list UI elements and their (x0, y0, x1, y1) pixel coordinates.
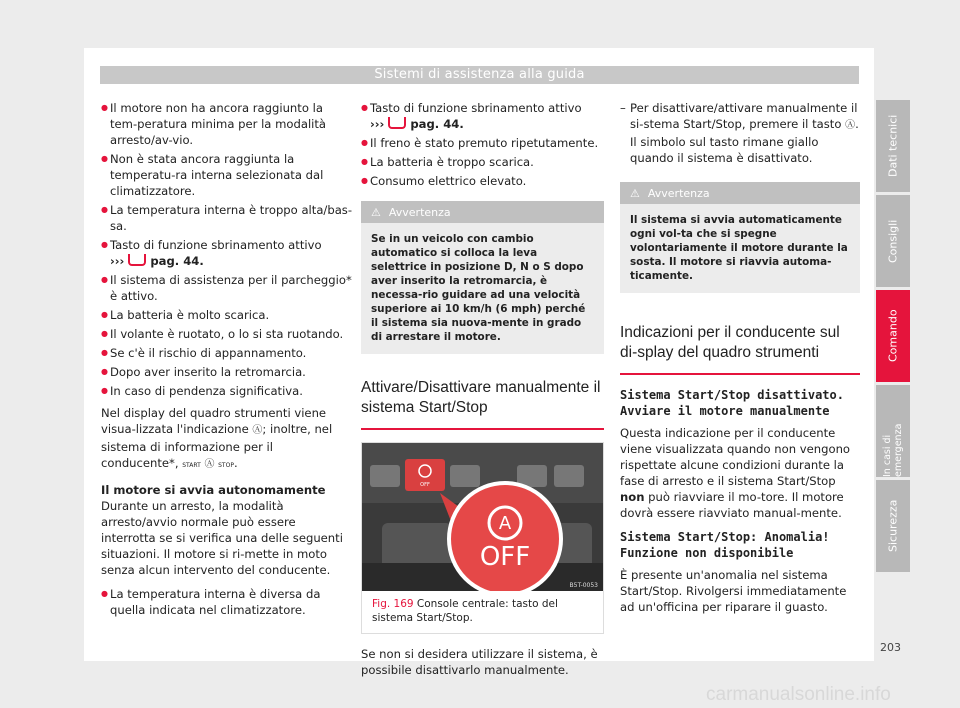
paragraph: Durante un arresto, la modalità arresto/avvio normale può essere interrotta se si verifica una delle seguenti situazioni. Il motore si ri-mette in moto senza alcun intervento del conducente. (101, 499, 343, 577)
defrost-icon (128, 254, 146, 266)
tab-consigli[interactable]: Consigli (876, 195, 910, 287)
column-1 (101, 100, 353, 621)
tab-dati-tecnici[interactable]: Dati tecnici (876, 100, 910, 192)
list-item: ● Se c'è il rischio di appannamento. (101, 345, 353, 361)
start-stop-icon: Ⓐ (204, 459, 215, 470)
dash-item: – Per disattivare/attivare manualmente il si-stema Start/Stop, premere il tasto Ⓐ. Il simbolo sul tasto rimane giallo quando il sistema è disattivato. (620, 100, 860, 166)
chevron-ref-icon: ››› (370, 117, 385, 131)
chevron-ref-icon: ››› (110, 254, 125, 268)
list-item: ● Il volante è ruotato, o lo si sta ruotando. (101, 326, 353, 342)
watermark: carmanualsonline.info (706, 684, 891, 705)
figure (361, 442, 604, 634)
svg-text:A: A (498, 513, 512, 534)
section-title: Attivare/Disattivare manualmente il sistema Start/Stop (361, 368, 604, 430)
paragraph: Questa indicazione per il conducente viene visualizzata quando non vengono rispettate alcune condizioni durante la fase di arresto e il sistema Start/Stop non può riavviare il mo-tore. Il motore dovrà essere riavviato manual-mente. (620, 426, 851, 520)
display-message: Sistema Start/Stop: Anomalia! Funzione non disponibile (620, 530, 830, 560)
start-stop-icon: Ⓐ (252, 425, 263, 436)
list-item: ● Il motore non ha ancora raggiunto la tem-peratura minima per la modalità arresto/av-vio. (101, 100, 353, 148)
list-item: ● Il sistema di assistenza per il parcheggio* è attivo. (101, 272, 353, 304)
list-item: ● Tasto di funzione sbrinamento attivo ››› pag. 44. (361, 100, 604, 132)
console-photo (362, 443, 603, 591)
warning-header: ⚠ Avvertenza (361, 201, 604, 223)
defrost-line: Tasto di funzione sbrinamento attivo (110, 238, 322, 252)
list-item: ● In caso di pendenza significativa. (101, 383, 353, 399)
warning-text: Se in un veicolo con cambio automatico si colloca la leva selettrice in posizione D, N o S dopo aver inserito la retromarcia, è necessa-rio guidare ad una velocità superiore ai 10 km/h (6 mph) perché il sistema sia nuova-mente in grado di arrestare il motore. (371, 233, 586, 343)
start-label: START (182, 462, 201, 469)
page-reference[interactable]: ››› pag. 44. (110, 254, 204, 268)
list-item: ● Dopo aver inserito la retromarcia. (101, 364, 353, 380)
start-stop-icon: Ⓐ (845, 120, 856, 131)
display-message: Sistema Start/Stop disattivato. Avviare il motore manualmente (620, 388, 844, 418)
off-label: OFF (479, 542, 531, 572)
warning-box (620, 182, 860, 293)
subheading: Il motore si avvia autonomamente (101, 483, 326, 497)
warning-header: ⚠ Avvertenza (620, 182, 860, 204)
paragraph: Se non si desidera utilizzare il sistema, è possibile disattivarlo manualmente. (361, 647, 598, 677)
tab-emergenza[interactable]: In casi di emergenza (876, 385, 910, 477)
column-2 (361, 100, 604, 686)
warning-triangle-icon: ⚠ (630, 187, 640, 200)
figure-caption: Fig. 169 Console centrale: tasto del sistema Start/Stop. (372, 598, 558, 624)
page-reference[interactable]: ››› pag. 44. (370, 117, 464, 131)
list-item (101, 237, 353, 269)
stop-label: STOP (218, 462, 234, 469)
section-title: Indicazioni per il conducente sul di-splay del quadro strumenti (620, 313, 860, 375)
paragraph: Nel display del quadro strumenti viene visua-lizzata l'indicazione Ⓐ; inoltre, nel sistema di informazione per il conducente*, START Ⓐ STOP. (101, 405, 353, 474)
side-tabs (876, 100, 910, 575)
list-item: ● La batteria è troppo scarica. (361, 154, 604, 170)
warning-text: Il sistema si avvia automaticamente ogni vol-ta che si spegne volontariamente il motore durante la sosta. Il motore si riavvia automa-ticamente. (630, 214, 848, 282)
paragraph: È presente un'anomalia nel sistema Start/Stop. Rivolgersi immediatamente ad un'officina per riparare il guasto. (620, 568, 847, 614)
warning-triangle-icon: ⚠ (371, 206, 381, 219)
list-item: ● La temperatura interna è troppo alta/bas-sa. (101, 202, 353, 234)
warning-box (361, 201, 604, 354)
page-number: 203 (880, 641, 901, 654)
column-3 (620, 100, 860, 623)
list-item: ● Il freno è stato premuto ripetutamente. (361, 135, 604, 151)
list-item: ● La batteria è molto scarica. (101, 307, 353, 323)
page-header: Sistemi di assistenza alla guida (100, 66, 859, 84)
list-item: ● Consumo elettrico elevato. (361, 173, 604, 189)
figure-code: B5T-0053 (569, 582, 598, 589)
defrost-icon (388, 117, 406, 129)
tab-comando[interactable]: Comando (876, 290, 910, 382)
tab-sicurezza[interactable]: Sicurezza (876, 480, 910, 572)
list-item: ● La temperatura interna è diversa da quella indicata nel climatizzatore. (101, 586, 353, 618)
list-item: ● Non è stata ancora raggiunta la temperatu-ra interna selezionata dal climatizzatore. (101, 151, 353, 199)
small-off-label: OFF (420, 482, 430, 488)
